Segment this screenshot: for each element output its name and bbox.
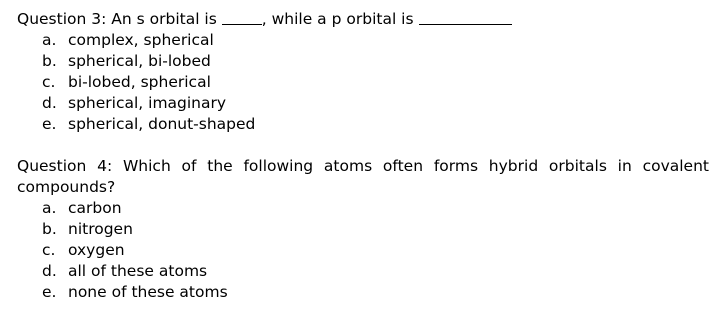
choice-item [42, 240, 709, 261]
question-3-choices [17, 30, 537, 135]
choice-item [42, 198, 709, 219]
choice-item [42, 282, 709, 303]
choice-item [42, 219, 709, 240]
choice-item [42, 93, 537, 114]
choice-text: complex, spherical [68, 31, 214, 49]
choice-text: none of these atoms [68, 283, 228, 301]
choice-letter: d. [42, 262, 57, 280]
answer-blank-1 [222, 9, 262, 25]
choice-letter: a. [42, 199, 57, 217]
question-4 [17, 156, 709, 303]
choice-text: spherical, donut-shaped [68, 115, 256, 133]
choice-letter: c. [42, 73, 56, 91]
choice-letter: d. [42, 94, 57, 112]
question-3-prompt-middle: , while a p orbital is [261, 10, 419, 28]
question-4-prompt: Question 4: Which of the following atoms often forms hybrid orbitals in covalent compounds? [17, 157, 709, 196]
choice-item [42, 30, 537, 51]
choice-item [42, 51, 537, 72]
choice-text: bi-lobed, spherical [68, 73, 211, 91]
choice-text: nitrogen [68, 220, 133, 238]
choice-letter: c. [42, 241, 56, 259]
choice-text: spherical, imaginary [68, 94, 227, 112]
choice-letter: e. [42, 283, 57, 301]
choice-text: oxygen [68, 241, 125, 259]
question-3-prompt-start: Question 3: An s orbital is [17, 10, 222, 28]
choice-item [42, 261, 709, 282]
choice-item [42, 72, 537, 93]
choice-text: all of these atoms [68, 262, 208, 280]
choice-letter: e. [42, 115, 57, 133]
choice-letter: b. [42, 52, 57, 70]
answer-blank-2 [419, 9, 512, 25]
question-4-choices [17, 198, 709, 303]
choice-text: spherical, bi-lobed [68, 52, 211, 70]
question-3 [17, 8, 537, 135]
choice-text: carbon [68, 199, 122, 217]
choice-letter: b. [42, 220, 57, 238]
choice-item [42, 114, 537, 135]
choice-letter: a. [42, 31, 57, 49]
question-3-prompt [17, 8, 537, 30]
